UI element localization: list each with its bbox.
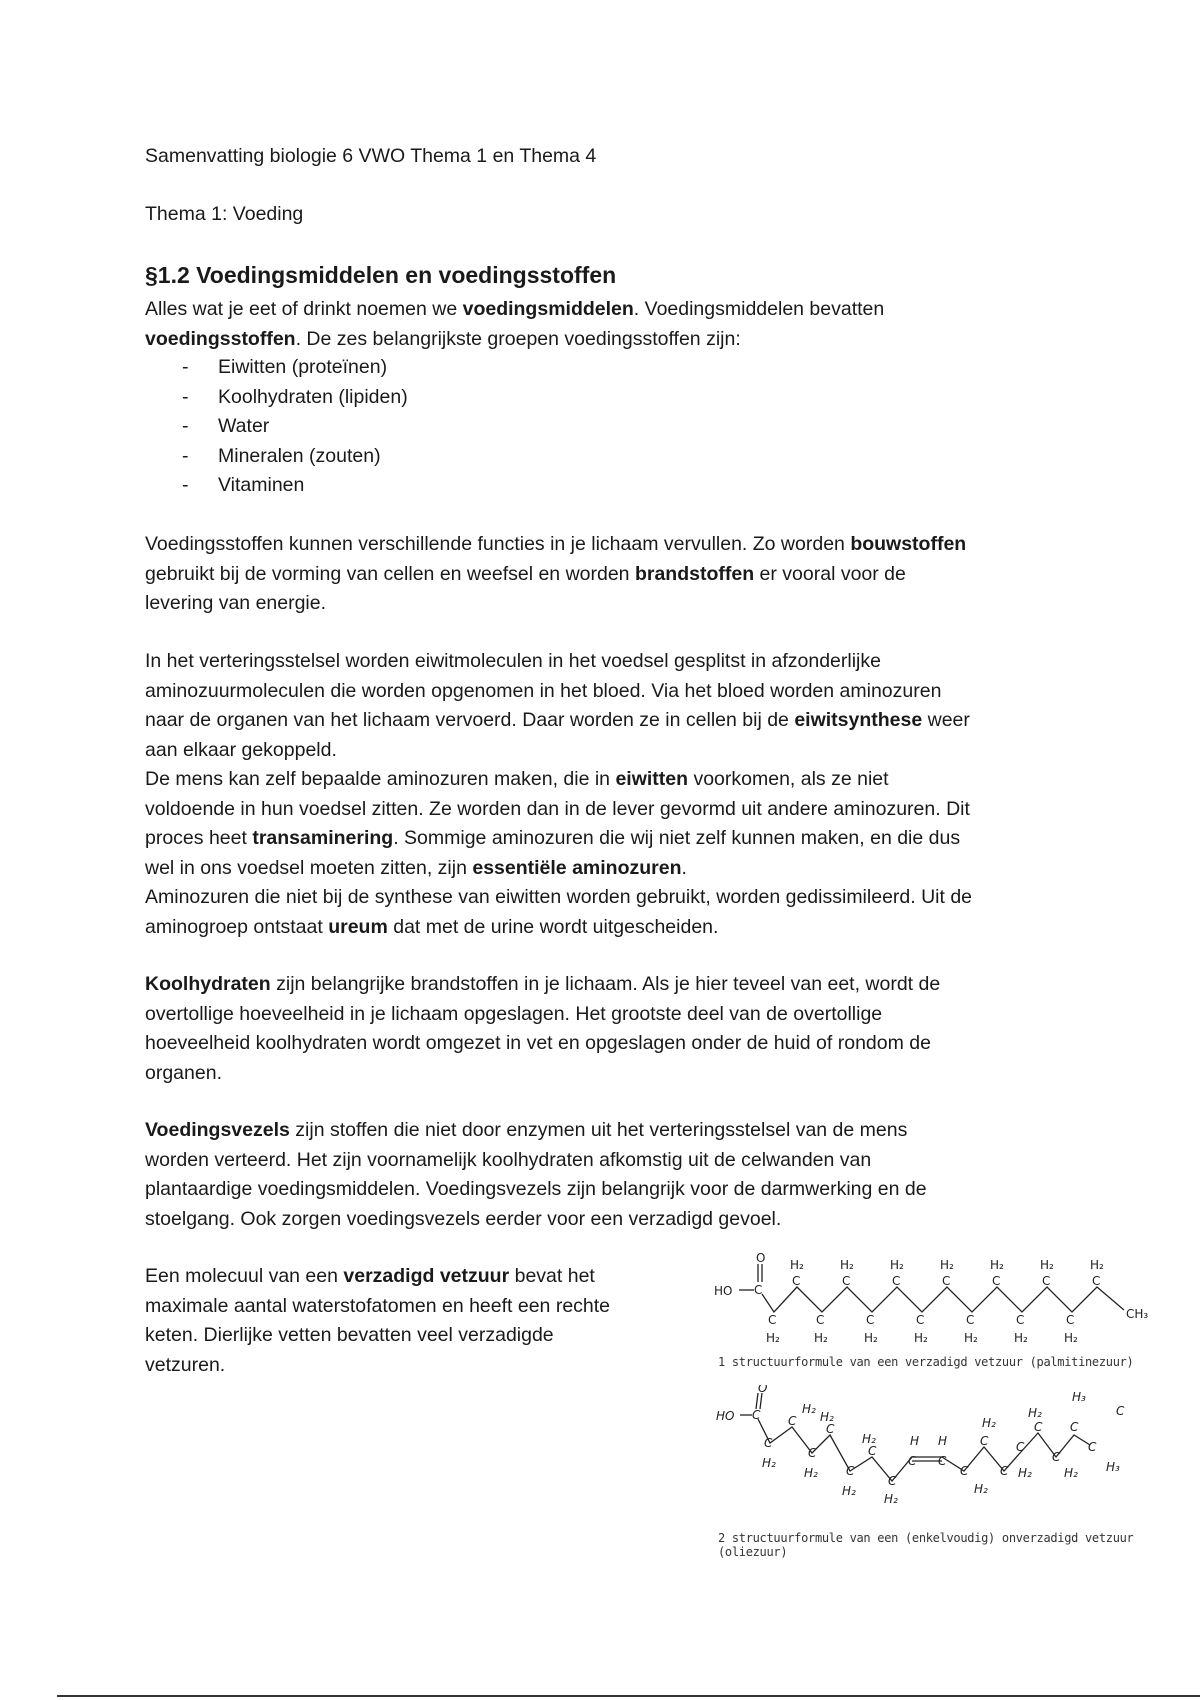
svg-text:C: C — [892, 1274, 901, 1288]
svg-text:C: C — [942, 1274, 951, 1288]
svg-text:C: C — [826, 1422, 835, 1436]
svg-text:H₂: H₂ — [1040, 1258, 1054, 1272]
intro-paragraph: Alles wat je eet of drinkt noemen we voedingsmiddelen. Voedingsmiddelen bevatten voedingsstoffen. De zes belangrijkste groepen voedingsstoffen zijn: — [145, 298, 885, 350]
svg-text:C: C — [960, 1464, 969, 1478]
svg-text:C: C — [992, 1274, 1001, 1288]
svg-text:H₂: H₂ — [864, 1331, 878, 1345]
svg-text:C: C — [846, 1464, 855, 1478]
list-item: - Koolhydraten (lipiden) — [182, 385, 408, 408]
svg-text:H₂: H₂ — [1028, 1406, 1042, 1420]
voedingsvezels-paragraph: Voedingsvezels zijn stoffen die niet door enzymen uit het verteringsstelsel van de mens worden verteerd. Het zijn voornamelijk koolhydraten afkomstig uit de celwanden van plantaardige voedingsmiddelen. Voedingsvezels zijn belangrijk voor de darmwerking en de stoelgang. Ook zorgen voedingsvezels eerder voor een verzadigd gevoel. — [145, 1119, 927, 1230]
svg-text:H₂: H₂ — [804, 1466, 818, 1480]
svg-text:C: C — [916, 1313, 925, 1327]
svg-text:H₂: H₂ — [820, 1410, 834, 1424]
svg-text:H₂: H₂ — [884, 1492, 898, 1506]
svg-text:H₂: H₂ — [802, 1402, 816, 1416]
section-heading: §1.2 Voedingsmiddelen en voedingsstoffen — [145, 262, 617, 288]
svg-text:HO: HO — [714, 1284, 733, 1298]
koolhydraten-paragraph: Koolhydraten zijn belangrijke brandstoffen in je lichaam. Als je hier teveel van eet, wordt de overtollige hoeveelheid in je lichaam opgeslagen. Het grootste deel van de overtollige hoeveelheid koolhydraten wordt omgezet in vet en opgeslagen onder de huid of rondom de organen. — [145, 973, 941, 1084]
svg-text:H: H — [938, 1434, 948, 1448]
svg-text:C: C — [1066, 1313, 1075, 1327]
svg-text:O: O — [758, 1385, 768, 1395]
svg-text:HO: HO — [716, 1409, 735, 1423]
svg-text:H₂: H₂ — [840, 1258, 854, 1272]
svg-text:C: C — [752, 1408, 761, 1422]
svg-text:H₂: H₂ — [914, 1331, 928, 1345]
svg-text:H₂: H₂ — [862, 1432, 876, 1446]
svg-text:C: C — [938, 1454, 947, 1468]
svg-text:H₂: H₂ — [1018, 1466, 1032, 1480]
svg-text:H₃: H₃ — [1072, 1390, 1086, 1404]
svg-text:C: C — [1092, 1274, 1101, 1288]
list-item: - Water — [182, 415, 270, 437]
list-item: - Mineralen (zouten) — [182, 444, 381, 467]
svg-text:H₂: H₂ — [766, 1331, 780, 1345]
oleic-acid-structure-image — [712, 1385, 1200, 1515]
svg-text:H₂: H₂ — [1064, 1466, 1078, 1480]
svg-text:O: O — [756, 1252, 766, 1265]
svg-text:H: H — [910, 1434, 920, 1448]
svg-text:C: C — [866, 1313, 875, 1327]
svg-text:C: C — [754, 1283, 763, 1297]
svg-text:C: C — [868, 1444, 877, 1458]
nutrient-list — [178, 353, 408, 501]
svg-text:C: C — [1000, 1464, 1009, 1478]
svg-text:C: C — [1016, 1440, 1025, 1454]
list-item: - Vitaminen — [182, 474, 305, 496]
list-item: - Eiwitten (proteïnen) — [182, 356, 388, 378]
functions-paragraph: Voedingsstoffen kunnen verschillende functies in je lichaam vervullen. Zo worden bouwstoffen gebruikt bij de vorming van cellen en weefsel en worden brandstoffen er vooral voor de levering van energie. — [145, 533, 967, 614]
svg-text:C: C — [1034, 1420, 1043, 1434]
eiwit-paragraph: In het verteringsstelsel worden eiwitmoleculen in het voedsel gesplitst in afzonderlijke aminozuurmoleculen die worden opgenomen in het bloed. Via het bloed worden aminozuren naar de organen van het lichaam vervoerd. Daar worden ze in cellen bij de eiwitsynthese weer aan elkaar gekoppeld. De mens kan zelf bepaalde aminozuren maken, die in eiwitten voorkomen, als ze niet voldoende in hun voedsel zitten. Ze worden dan in de lever gevormd uit andere aminozuren. Dit proces heet transaminering. Sommige aminozuren die wij niet zelf kunnen maken, en die dus wel in ons voedsel moeten zitten, zijn essentiële aminozuren. Aminozuren die niet bij de synthese van eiwitten worden gebruikt, worden gedissimileerd. Uit de aminogroep ontstaat ureum dat met de urine wordt uitgescheiden. — [145, 650, 973, 938]
svg-text:C: C — [1088, 1440, 1097, 1454]
svg-text:C: C — [788, 1414, 797, 1428]
svg-text:H₂: H₂ — [1090, 1258, 1104, 1272]
svg-text:C: C — [1016, 1313, 1025, 1327]
page-bottom-rule — [57, 1695, 1200, 1697]
svg-text:H₂: H₂ — [982, 1416, 996, 1430]
svg-text:H₂: H₂ — [940, 1258, 954, 1272]
svg-text:C: C — [888, 1474, 897, 1488]
thema-heading: Thema 1: Voeding — [145, 203, 304, 225]
svg-text:C: C — [966, 1313, 975, 1327]
svg-text:C: C — [1042, 1274, 1051, 1288]
svg-text:H₂: H₂ — [964, 1331, 978, 1345]
svg-text:C: C — [1052, 1450, 1061, 1464]
svg-text:C: C — [1070, 1420, 1079, 1434]
svg-text:H₂: H₂ — [762, 1456, 776, 1470]
svg-text:H₂: H₂ — [1064, 1331, 1078, 1345]
svg-text:C: C — [764, 1436, 773, 1450]
svg-text:CH₃: CH₃ — [1126, 1307, 1149, 1321]
document-title: Samenvatting biologie 6 VWO Thema 1 en Thema 4 — [145, 145, 597, 167]
svg-text:C: C — [816, 1313, 825, 1327]
svg-text:H₂: H₂ — [814, 1331, 828, 1345]
svg-text:C: C — [908, 1454, 917, 1468]
svg-text:C: C — [768, 1313, 777, 1327]
svg-text:H₂: H₂ — [1014, 1331, 1028, 1345]
vetzuur-paragraph: Een molecuul van een verzadigd vetzuur bevat het maximale aantal waterstofatomen en heeft een rechte keten. Dierlijke vetten bevatten veel verzadigde vetzuren. — [145, 1265, 611, 1376]
figure-caption-1: 1 structuurformule van een verzadigd vetzuur (palmitinezuur) — [718, 1355, 1134, 1369]
svg-text:C: C — [842, 1274, 851, 1288]
svg-text:H₂: H₂ — [974, 1482, 988, 1496]
svg-text:H₂: H₂ — [790, 1258, 804, 1272]
svg-text:H₂: H₂ — [990, 1258, 1004, 1272]
figure-caption-2: 2 structuurformule van een (enkelvoudig) onverzadigd vetzuur (oliezuur) — [718, 1531, 1134, 1559]
palmitic-acid-structure-image — [712, 1252, 1162, 1352]
svg-text:C: C — [1116, 1404, 1125, 1418]
svg-text:C: C — [792, 1274, 801, 1288]
svg-text:H₃: H₃ — [1106, 1460, 1120, 1474]
svg-text:C: C — [808, 1446, 817, 1460]
svg-text:H₂: H₂ — [842, 1484, 856, 1498]
svg-text:C: C — [980, 1434, 989, 1448]
svg-text:H₂: H₂ — [890, 1258, 904, 1272]
